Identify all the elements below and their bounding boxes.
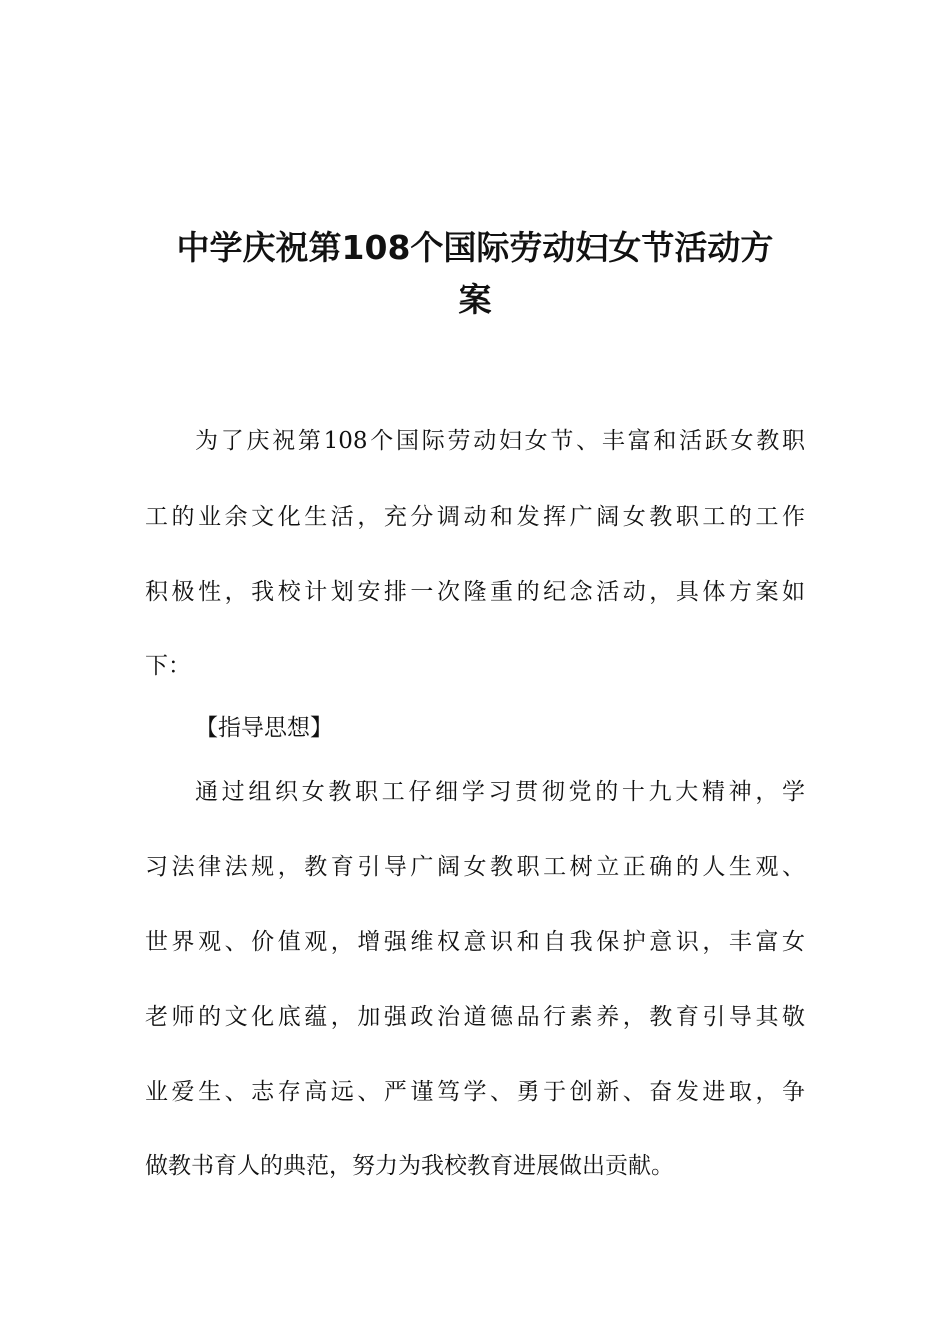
intro-paragraph-line-2: 工的业余文化生活，充分调动和发挥广阔女教职工的工作 <box>145 504 805 530</box>
section-heading-guiding-thought: 【指导思想】 <box>195 715 333 741</box>
guiding-paragraph-line-6: 做教书育人的典范，努力为我校教育进展做出贡献。 <box>145 1153 674 1179</box>
guiding-paragraph-line-5: 业爱生、志存高远、严谨笃学、勇于创新、奋发进取，争 <box>145 1079 805 1105</box>
guiding-paragraph-line-1: 通过组织女教职工仔细学习贯彻党的十九大精神，学 <box>195 779 805 805</box>
guiding-paragraph-line-4: 老师的文化底蕴，加强政治道德品行素养，教育引导其敬 <box>145 1004 805 1030</box>
guiding-paragraph-line-2: 习法律法规，教育引导广阔女教职工树立正确的人生观、 <box>145 854 805 880</box>
intro-paragraph-line-1: 为了庆祝第108个国际劳动妇女节、丰富和活跃女教职 <box>195 428 805 454</box>
document-title <box>120 222 830 326</box>
intro-paragraph-line-4: 下： <box>145 653 191 679</box>
title-line-1: 中学庆祝第108个国际劳动妇女节活动方 <box>176 228 774 267</box>
guiding-paragraph-line-3: 世界观、价值观，增强维权意识和自我保护意识，丰富女 <box>145 929 805 955</box>
intro-paragraph-line-3: 积极性，我校计划安排一次隆重的纪念活动，具体方案如 <box>145 579 805 605</box>
title-line-2: 案 <box>458 280 492 319</box>
